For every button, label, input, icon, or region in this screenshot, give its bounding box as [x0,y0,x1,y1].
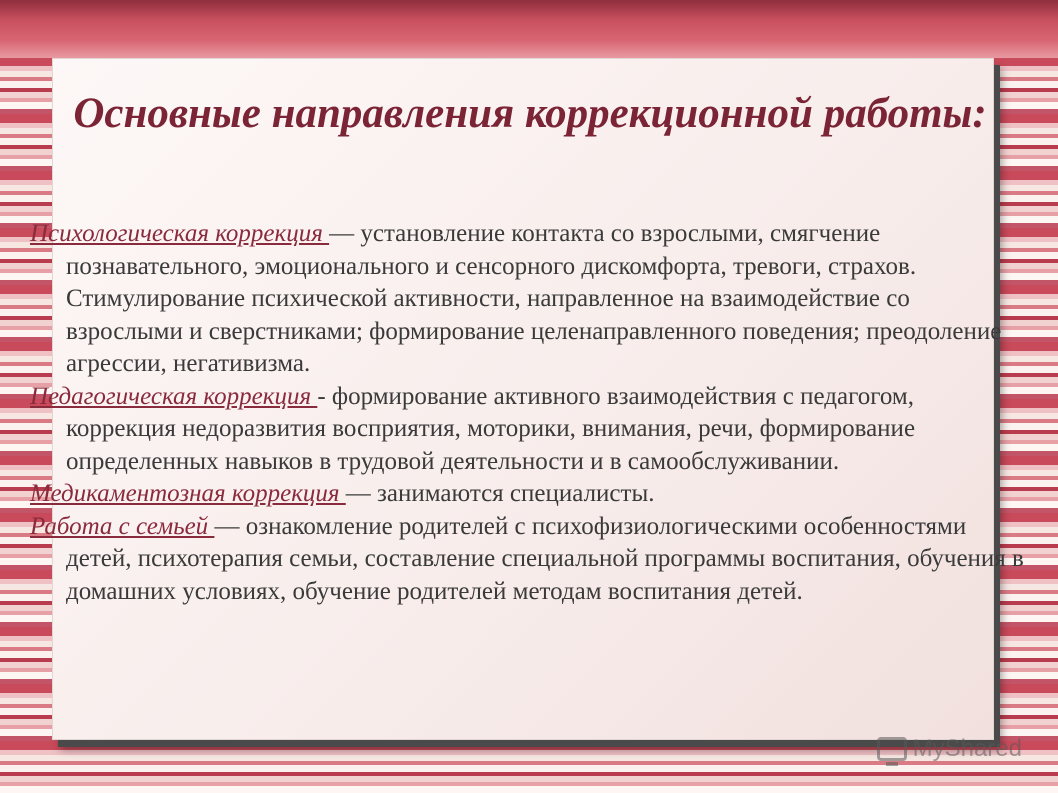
text-medication: — занимаются специалисты. [345,480,655,507]
text-psychological: — установление контакта со взрослыми, смягчение познавательного, эмоционального и сенсорного дискомфорта, тревоги, страхов. Стимулирование психической активности, направленное на взаимодействие со взрослыми и сверстниками; формирование целенаправленного поведения; преодоление агрессии, негативизма. [66,220,1002,377]
term-medication: Медикаментозная коррекция [30,480,346,507]
term-pedagogical: Педагогическая коррекция [30,382,318,410]
paragraph-pedagogical [30,381,1030,479]
slide-title: Основные направления коррекционной работы: [73,90,987,137]
watermark-text: MyShared [912,735,1022,762]
text-pedagogical: - формирование активного взаимодействия с педагогом, коррекция недоразвития восприятия, моторики, внимания, речи, формирование определенных навыков в трудовой деятельности и в самообслуживании. [66,382,916,475]
paragraph-medication [30,478,1030,511]
term-family: Работа с семьей [30,512,215,540]
text-family: — ознакомление родителей с психофизиологическими особенностями детей, психотерапия семьи, составление специальной программы воспитания, обучения в домашних условиях, обучение родителей методам воспитания детей. [66,512,1024,605]
presentation-screen-icon [877,737,907,761]
paragraph-psychological [30,218,1030,381]
watermark [877,735,1022,763]
paragraph-family [30,511,1030,609]
term-psychological: Психологическая коррекция [30,220,330,247]
slide-content [30,218,1030,608]
decorative-top-band [0,0,1058,58]
